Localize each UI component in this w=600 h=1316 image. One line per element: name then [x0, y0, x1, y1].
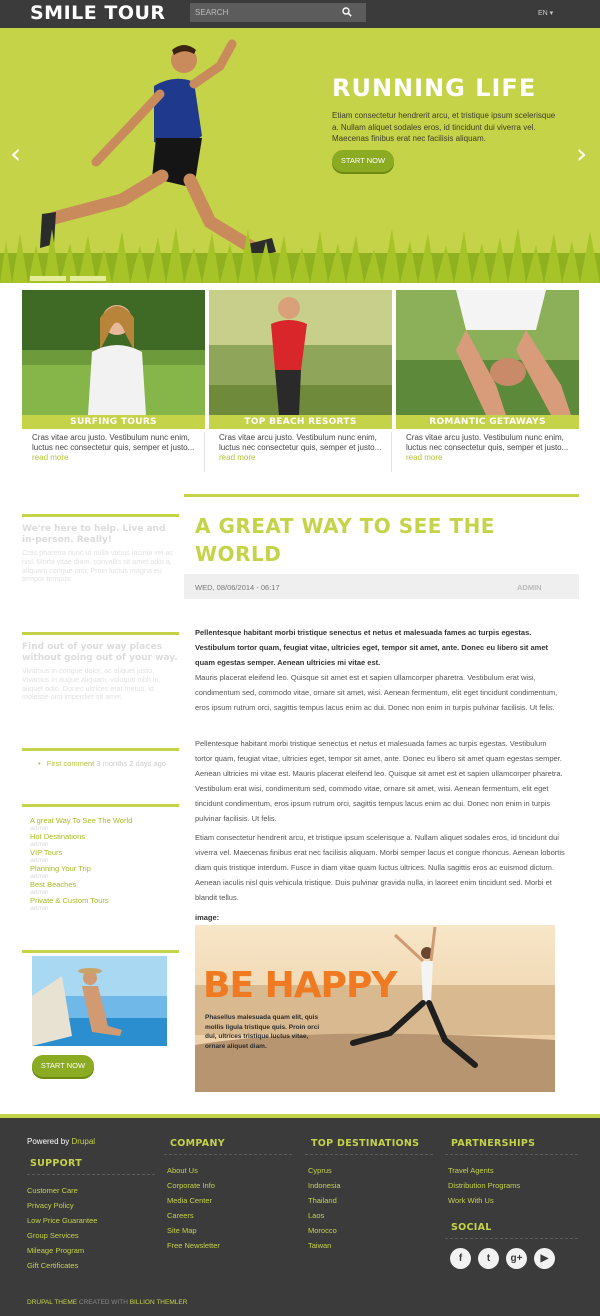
footer-link-cyprus[interactable]: Cyprus: [308, 1166, 332, 1175]
article-paragraph-3: Etiam consectetur hendrerit arcu, et tristique ipsum scelerisque a. Nullam aliquet sodales eros, id tincidunt dui viverra vel. Maecenas finibus erat nec facilisis aliquam. Morbi semper lacus et congue rhoncus. Aenean lobortis diam quis tristique interdum. Fusce in diam vitae quam luctus ultrices. Nulla sagittis eros ac euismod dictum. Aenean iaculis nisl quis vehicula tristique. Duis pulvinar gravida nulla, in laoreet enim tincidunt sed. Morbi et blandit tellus.: [195, 833, 565, 902]
article-top-rule: [184, 494, 579, 497]
drupal-link[interactable]: Drupal: [71, 1137, 96, 1146]
footer-link-customer-care[interactable]: Customer Care: [27, 1186, 78, 1195]
recent-author: admin: [30, 889, 49, 896]
places-title: Find out of your way places without going out of your way.: [22, 642, 178, 663]
footer-credit: [27, 1299, 187, 1306]
footer-divider: [445, 1238, 578, 1239]
read-more-link[interactable]: read more: [32, 453, 69, 462]
footer-divider: [305, 1154, 433, 1155]
hero-slider: [0, 28, 600, 283]
card-label[interactable]: ROMANTIC GETAWAYS: [396, 415, 579, 429]
recent-link[interactable]: Hot Destinations: [30, 832, 86, 841]
recent-link[interactable]: VIP Tours: [30, 848, 63, 857]
beach-scene: [195, 925, 555, 1092]
footer-link-taiwan[interactable]: Taiwan: [308, 1241, 332, 1250]
footer-link-travel-agents[interactable]: Travel Agents: [448, 1166, 494, 1175]
card-image-beach-resorts: [209, 290, 392, 415]
article-date: WED, 08/06/2014 - 06:17: [195, 583, 280, 592]
promo-block: [22, 950, 179, 953]
footer-link-privacy-policy[interactable]: Privacy Policy: [27, 1201, 74, 1210]
article-lead: Pellentesque habitant morbi tristique senectus et netus et malesuada fames ac turpis egestas. Vestibulum tortor quam, feugiat vitae, ultricies eget, tempor sit amet, ante. Donec eu libero sit amet quam egestas semper. Aenean ultricies mi vitae est.: [195, 628, 548, 667]
help-block: [22, 514, 179, 584]
recent-author: admin: [30, 841, 49, 848]
article-paragraph-1: Mauris placerat eleifend leo. Quisque sit amet est et sapien ullamcorper pharetra. Vestibulum erat wisi, condimentum sed, commodo vitae, ornare sit amet, wisi. Aenean fermentum, elit eget tincidunt condimentum, eros ipsum rutrum orci, sagittis tempus lacus enim ac dui. Donec non enim in turpis pulvinar facilisis. Ut felis.: [195, 673, 558, 712]
hero-description: Etiam consectetur hendrerit arcu, et tristique ipsum scelerisque a. Nullam aliquet sodales eros, id tincidunt dui viverra vel. Maecenas finibus erat nec facilisis aliquam.: [332, 111, 556, 143]
comment-time: 3 months 2 days ago: [96, 759, 166, 768]
top-bar: [0, 0, 600, 28]
feature-card-romantic-getaways[interactable]: [396, 290, 579, 470]
bullet-icon: •: [38, 759, 41, 768]
social-heading: SOCIAL: [451, 1222, 492, 1233]
places-block: [22, 632, 179, 712]
comment-link[interactable]: First comment: [46, 759, 95, 768]
slider-prev-arrow[interactable]: ‹: [10, 137, 22, 170]
footer-link-laos[interactable]: Laos: [308, 1211, 325, 1220]
card-divider: [391, 432, 392, 472]
recent-comments-block: [22, 748, 179, 773]
recent-author: admin: [30, 873, 49, 880]
card-text: Cras vitae arcu justo. Vestibulum nunc enim, luctus nec consectetur quis, semper et justo...: [32, 433, 195, 452]
help-text: Cras pharetra nunc ut nulla varius lacinia vel ac nisl. Morbi vitae diam. convallis sit amet odio a, aliquam congue orci. Proin luctus magna eu tempor tempus.: [22, 548, 174, 584]
site-logo[interactable]: SMILE TOUR: [30, 2, 166, 24]
footer-divider: [445, 1154, 578, 1155]
card-label[interactable]: SURFING TOURS: [22, 415, 205, 429]
hero-start-now-button[interactable]: START NOW: [332, 150, 394, 172]
slider-dot-1[interactable]: [30, 276, 66, 281]
article-author[interactable]: ADMIN: [517, 583, 542, 592]
search-icon[interactable]: [342, 7, 352, 17]
footer-link-distribution[interactable]: Distribution Programs: [448, 1181, 521, 1190]
twitter-icon[interactable]: t: [478, 1248, 499, 1269]
help-title: We're here to help. Live and in-person. Really!: [22, 524, 166, 545]
recent-link[interactable]: A great Way To See The World: [30, 816, 133, 825]
image-field-label: image:: [195, 913, 220, 922]
recent-link[interactable]: Planning Your Trip: [30, 864, 91, 873]
search-input[interactable]: [190, 3, 340, 22]
recent-author: admin: [30, 857, 49, 864]
card-image-surfing: [22, 290, 205, 415]
footer-link-morocco[interactable]: Morocco: [308, 1226, 337, 1235]
slider-pager: [30, 268, 110, 283]
footer-link-mileage[interactable]: Mileage Program: [27, 1246, 85, 1255]
places-text: Vivamus in congue dolor, ac aliquet justo. Vivamus in augue aliquam, volutpat nibh in, aliquet odio. Donec ultrices erat metus, id molestie orci imperdiet sit amet.: [22, 666, 161, 702]
read-more-link[interactable]: read more: [219, 453, 256, 462]
partnerships-heading: PARTNERSHIPS: [451, 1138, 536, 1149]
footer-link-media[interactable]: Media Center: [167, 1196, 213, 1205]
article-title: A GREAT WAY TO SEE THE WORLD: [195, 514, 495, 566]
recent-author: admin: [30, 905, 49, 912]
support-heading: SUPPORT: [30, 1158, 83, 1169]
read-more-link[interactable]: read more: [406, 453, 443, 462]
drupal-theme-link[interactable]: DRUPAL THEME: [27, 1299, 78, 1306]
facebook-icon[interactable]: f: [450, 1248, 471, 1269]
footer-link-thailand[interactable]: Thailand: [308, 1196, 337, 1205]
footer-link-sitemap[interactable]: Site Map: [167, 1226, 197, 1235]
footer-divider: [164, 1154, 292, 1155]
card-text: Cras vitae arcu justo. Vestibulum nunc enim, luctus nec consectetur quis, semper et justo...: [406, 433, 569, 452]
footer-link-indonesia[interactable]: Indonesia: [308, 1181, 341, 1190]
be-happy-caption: Phasellus malesuada quam elit, quis mollis ligula tristique quis. Proin orci dui, ultrices tristique luctus vitae, ornare aliquet diam.: [205, 1014, 320, 1050]
article-paragraph-2: Pellentesque habitant morbi tristique senectus et netus et malesuada fames ac turpis egestas. Vestibulum tortor quam, feugiat vitae, ultricies eget, tempor sit amet, ante. Donec eu libero sit amet quam egestas semper. Aenean ultricies mi vitae est. Mauris placerat eleifend leo. Quisque sit amet est et sapien ullamcorper pharetra. Vestibulum erat wisi, condimentum sed, commodo vitae, ornare sit amet, wisi. Aenean fermentum, elit eget tincidunt condimentum, eros ipsum rutrum orci, sagittis tempus lacus enim ac dui. Donec non enim in turpis pulvinar facilisis. Ut felis.: [195, 739, 563, 823]
credit-text: CREATED WITH: [78, 1299, 128, 1306]
site-footer: [0, 1118, 600, 1316]
search-box: [190, 3, 366, 22]
hero-title: RUNNING LIFE: [332, 74, 537, 102]
youtube-icon[interactable]: ▶: [534, 1248, 555, 1269]
recent-content-block: [22, 804, 179, 914]
powered-by: [27, 1137, 95, 1146]
footer-link-careers[interactable]: Careers: [167, 1211, 194, 1220]
google-plus-icon[interactable]: g+: [506, 1248, 527, 1269]
card-label[interactable]: TOP BEACH RESORTS: [209, 415, 392, 429]
footer-link-about[interactable]: About Us: [167, 1166, 198, 1175]
card-image-romantic-getaways: [396, 290, 579, 415]
powered-prefix: Powered by: [27, 1137, 70, 1146]
slider-next-arrow[interactable]: ›: [576, 137, 588, 170]
footer-link-gift-certificates[interactable]: Gift Certificates: [27, 1261, 79, 1270]
language-selector[interactable]: EN ▾: [538, 10, 554, 17]
sidebar-start-now-button[interactable]: START NOW: [32, 1055, 94, 1077]
slider-dot-2[interactable]: [70, 276, 106, 281]
recent-link[interactable]: Private & Custom Tours: [30, 896, 109, 905]
recent-link[interactable]: Best Beaches: [30, 880, 77, 889]
footer-link-low-price[interactable]: Low Price Guarantee: [27, 1216, 98, 1225]
themler-link[interactable]: BILLION THEMLER: [129, 1299, 188, 1306]
card-divider: [204, 432, 205, 472]
footer-link-work-with-us[interactable]: Work With Us: [448, 1196, 494, 1205]
footer-link-group-services[interactable]: Group Services: [27, 1231, 79, 1240]
feature-card-surfing[interactable]: [22, 290, 205, 470]
destinations-heading: TOP DESTINATIONS: [311, 1138, 420, 1149]
footer-divider: [27, 1174, 155, 1175]
article-meta-bar: [184, 574, 579, 599]
company-heading: COMPANY: [170, 1138, 225, 1149]
footer-link-corporate[interactable]: Corporate Info: [167, 1181, 215, 1190]
recent-author: admin: [30, 825, 49, 832]
be-happy-title: BE HAPPY: [203, 965, 397, 1006]
be-happy-image: [195, 925, 555, 1092]
footer-link-newsletter[interactable]: Free Newsletter: [167, 1241, 220, 1250]
beach-promo-image: [32, 956, 167, 1046]
card-text: Cras vitae arcu justo. Vestibulum nunc enim, luctus nec consectetur quis, semper et justo...: [219, 433, 382, 452]
feature-card-beach-resorts[interactable]: [209, 290, 392, 470]
comment-item: [22, 759, 179, 768]
